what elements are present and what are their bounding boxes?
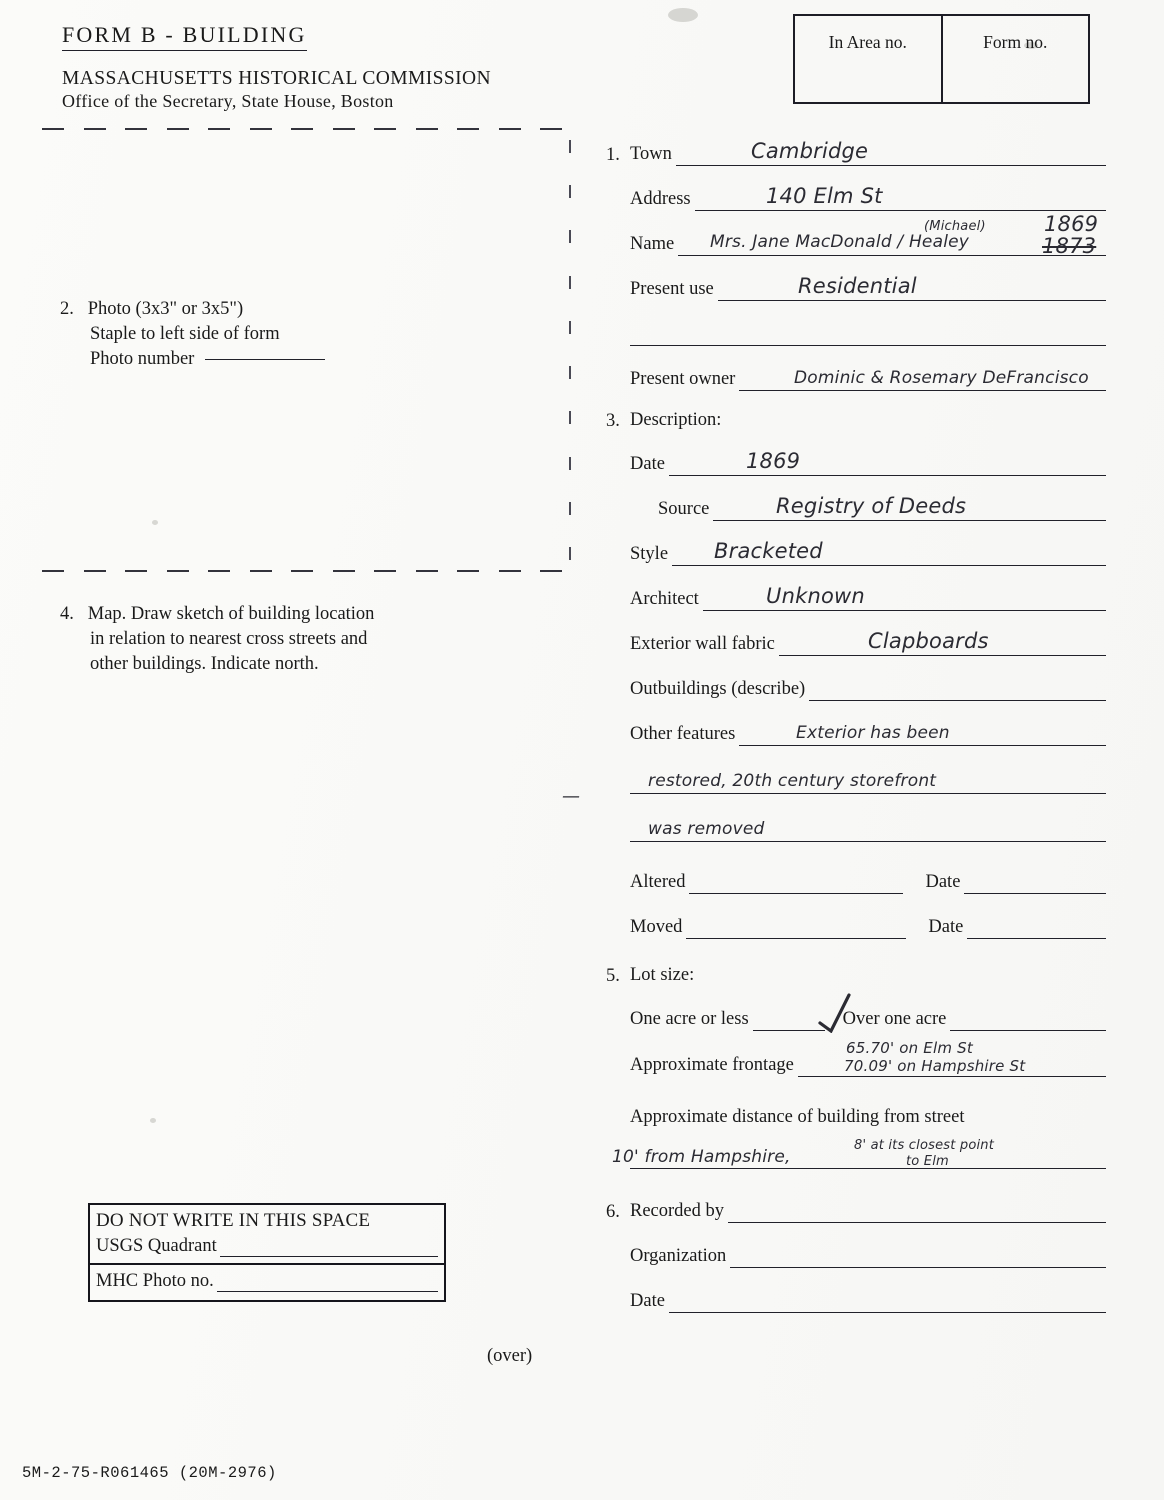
recorded-by-input[interactable]: [728, 1207, 1106, 1223]
field-present-use-continuation: [606, 316, 1106, 346]
exterior-wall-fabric-value: Clapboards: [868, 629, 989, 653]
form-no-cell[interactable]: [941, 16, 1089, 102]
paper-speck: [152, 520, 158, 525]
item-5-number: 5.: [606, 966, 620, 986]
field-distance-value-row: [606, 1139, 1106, 1169]
outbuildings-input[interactable]: [809, 685, 1106, 701]
present-owner-value: Dominic & Rosemary DeFrancisco: [794, 368, 1089, 388]
style-value: Bracketed: [714, 539, 823, 563]
dashed-separator-middle: [42, 570, 562, 572]
over-note: (over): [487, 1346, 533, 1366]
one-acre-checkbox[interactable]: [753, 1015, 825, 1031]
dashed-separator-top: [42, 128, 562, 130]
page-title: FORM B - BUILDING: [62, 22, 307, 51]
item-2-line3: Photo number: [90, 349, 195, 369]
frontage-value-1: 65.70' on Elm St: [846, 1039, 973, 1057]
distance-value-2: 8' at its closest point: [854, 1138, 995, 1153]
present-use-label: Present use: [630, 279, 714, 299]
present-owner-label: Present owner: [630, 369, 736, 389]
field-outbuildings: [606, 671, 1106, 701]
field-present-owner: [606, 361, 1106, 391]
field-recorded-by: [606, 1193, 1106, 1223]
architect-label: Architect: [630, 589, 699, 609]
checkmark-icon: [818, 993, 852, 1033]
town-label: Town: [630, 144, 672, 164]
organization-input[interactable]: [730, 1252, 1106, 1268]
exterior-wall-fabric-label: Exterior wall fabric: [630, 634, 775, 654]
field-architect: [606, 581, 1106, 611]
architect-value: Unknown: [766, 584, 865, 608]
distance-value-1: 10' from Hampshire,: [612, 1147, 791, 1167]
item-5-heading: [606, 961, 1106, 987]
item-4-line2: in relation to nearest cross streets and: [90, 629, 368, 649]
organization-name: MASSACHUSETTS HISTORICAL COMMISSION: [62, 68, 491, 89]
field-source: [606, 491, 1106, 521]
town-value: Cambridge: [751, 139, 869, 163]
field-name: [606, 212, 1106, 258]
area-form-number-box: [793, 14, 1090, 104]
mhc-photo-no-label: MHC Photo no.: [96, 1271, 214, 1291]
field-other-features-line2: [606, 764, 1106, 794]
altered-date-input[interactable]: [964, 878, 1106, 894]
over-one-acre-checkbox[interactable]: [950, 1015, 1106, 1031]
moved-date-label: Date: [928, 917, 964, 937]
lot-size-title: Lot size:: [630, 965, 695, 985]
item-2-line1: Photo (3x3" or 3x5"): [87, 299, 244, 319]
item-4-map: [60, 602, 374, 677]
description-date-label: Date: [630, 454, 665, 474]
item-1-number: 1.: [606, 145, 620, 165]
architect-input[interactable]: [703, 595, 1106, 611]
other-features-value-2: restored, 20th century storefront: [648, 771, 937, 791]
organization-label: Organization: [630, 1246, 727, 1266]
distance-value-3: to Elm: [906, 1154, 949, 1169]
altered-date-label: Date: [925, 872, 961, 892]
name-date-1873: 1873: [1042, 234, 1097, 258]
over-one-acre-label: Over one acre: [842, 1009, 947, 1029]
item-6-number: 6.: [606, 1202, 620, 1222]
photo-number-input[interactable]: [205, 359, 325, 360]
item-2-number: 2.: [60, 299, 74, 319]
paper-speck: [150, 1118, 156, 1123]
other-features-value-3: was removed: [648, 819, 765, 839]
field-lot-size-choice: [606, 1001, 1106, 1031]
field-other-features-line3: [606, 812, 1106, 842]
moved-label: Moved: [630, 917, 683, 937]
address-label: Address: [630, 189, 691, 209]
form-fields-column: [606, 136, 1106, 1328]
field-recorded-date: [606, 1283, 1106, 1313]
source-label: Source: [658, 499, 710, 519]
field-other-features: [606, 716, 1106, 746]
field-frontage: [606, 1039, 1106, 1077]
stray-pencil-mark: —: [562, 786, 581, 807]
source-value: Registry of Deeds: [776, 494, 967, 518]
outbuildings-label: Outbuildings (describe): [630, 679, 806, 699]
description-title: Description:: [630, 410, 722, 430]
do-not-write-box: [88, 1203, 446, 1302]
field-moved: [606, 909, 1106, 939]
field-town: [606, 136, 1106, 166]
name-date-1869: 1869: [1044, 212, 1099, 236]
do-not-write-title: DO NOT WRITE IN THIS SPACE: [96, 1210, 371, 1231]
recorded-date-label: Date: [630, 1291, 665, 1311]
address-input[interactable]: [695, 195, 1106, 211]
altered-input[interactable]: [689, 878, 903, 894]
field-description-date: [606, 446, 1106, 476]
field-organization: [606, 1238, 1106, 1268]
address-value: 140 Elm St: [766, 184, 883, 208]
organization-office: Office of the Secretary, State House, Boston: [62, 91, 394, 111]
altered-label: Altered: [630, 872, 686, 892]
usgs-quadrant-input[interactable]: [220, 1240, 438, 1257]
item-4-number: 4.: [60, 604, 74, 624]
other-features-label: Other features: [630, 724, 736, 744]
town-input[interactable]: [676, 150, 1106, 166]
print-code: 5M-2-75-R061465 (20M-2976): [22, 1464, 277, 1482]
frontage-value-2: 70.09' on Hampshire St: [844, 1057, 1026, 1075]
item-4-line1: Map. Draw sketch of building location: [87, 604, 375, 624]
item-3-heading: [606, 406, 1106, 432]
recorded-date-input[interactable]: [669, 1297, 1106, 1313]
present-use-value: Residential: [798, 274, 917, 298]
moved-date-input[interactable]: [967, 923, 1106, 939]
name-value-alt: (Michael): [924, 219, 986, 234]
name-value: Mrs. Jane MacDonald / Healey: [710, 232, 970, 252]
field-address: [606, 181, 1106, 211]
other-features-value-1: Exterior has been: [796, 723, 950, 743]
style-label: Style: [630, 544, 669, 564]
recorded-by-label: Recorded by: [630, 1201, 725, 1221]
moved-input[interactable]: [686, 923, 906, 939]
paper-smudge: [668, 8, 698, 22]
dashed-separator-vertical: [568, 140, 571, 560]
item-2-number-and-line1: [60, 297, 325, 322]
in-area-no-cell[interactable]: [795, 16, 941, 102]
field-altered: [606, 864, 1106, 894]
description-date-value: 1869: [746, 449, 801, 473]
distance-label: Approximate distance of building from street: [630, 1107, 965, 1127]
field-distance-label-row: [606, 1103, 1106, 1129]
field-style: [606, 536, 1106, 566]
name-label: Name: [630, 234, 675, 254]
field-exterior-wall-fabric: [606, 626, 1106, 656]
item-2-photo: [60, 297, 325, 372]
form-no-label: Form no.: [983, 32, 1048, 52]
in-area-no-label: In Area no.: [828, 32, 907, 52]
field-present-use: [606, 271, 1106, 301]
mhc-photo-no-input[interactable]: [217, 1275, 438, 1292]
frontage-label: Approximate frontage: [630, 1055, 794, 1075]
description-date-input[interactable]: [669, 460, 1106, 476]
one-acre-or-less-label: One acre or less: [630, 1009, 749, 1029]
usgs-quadrant-label: USGS Quadrant: [96, 1236, 217, 1256]
item-4-line3: other buildings. Indicate north.: [90, 654, 319, 674]
present-use-extra-input[interactable]: [630, 330, 1106, 346]
item-2-line2: Staple to left side of form: [90, 324, 280, 344]
item-3-number: 3.: [606, 411, 620, 431]
